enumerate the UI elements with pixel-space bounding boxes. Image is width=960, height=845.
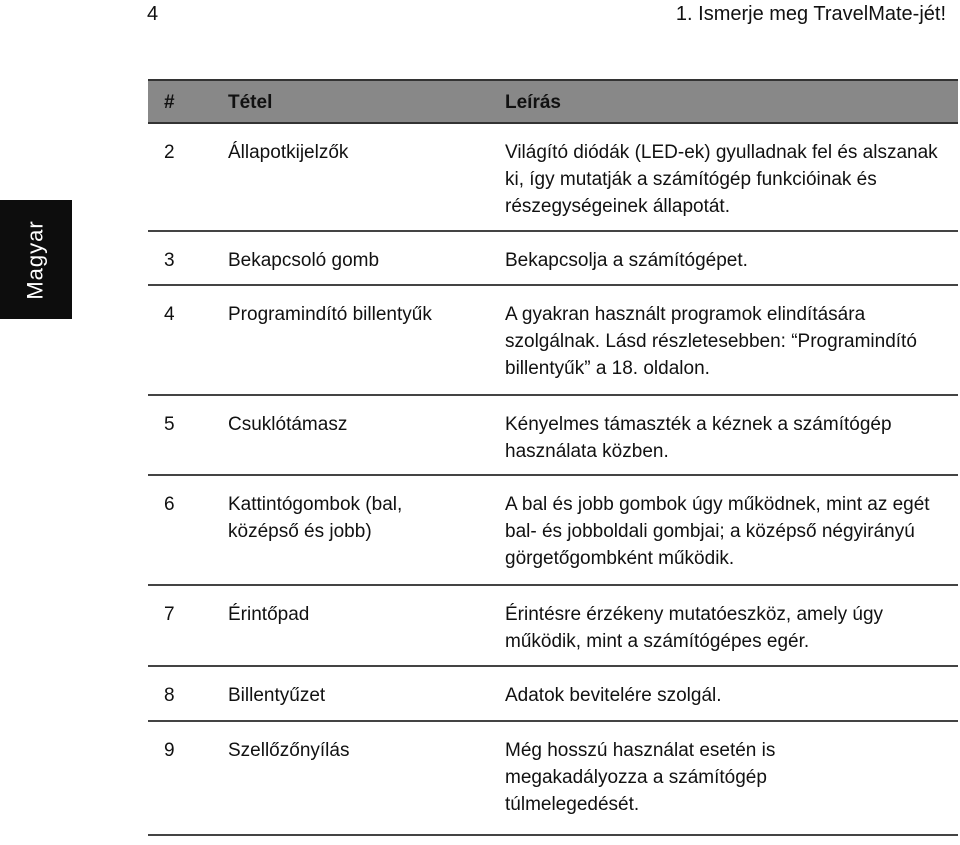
row-item: Csuklótámasz (228, 414, 348, 435)
row-number: 6 (164, 494, 175, 515)
page-number: 4 (147, 3, 159, 25)
row-description: Bekapcsolja a számítógépet. (505, 250, 748, 271)
column-header-description: Leírás (505, 92, 561, 113)
row-description: Kényelmes támaszték a kéznek a számítógép használata közben. (505, 414, 892, 462)
component-table (148, 79, 958, 836)
row-item: Kattintógombok (bal, középső és jobb) (228, 494, 403, 542)
table-row (148, 586, 958, 667)
row-number: 7 (164, 604, 175, 625)
language-tab-label: Magyar (23, 219, 49, 300)
table-row (148, 286, 958, 396)
row-description: Adatok bevitelére szolgál. (505, 685, 722, 706)
row-number: 9 (164, 740, 175, 761)
row-description: Még hosszú használat esetén is megakadályozza a számítógép túlmelegedését. (505, 740, 776, 815)
row-item: Billentyűzet (228, 685, 326, 706)
row-description: Érintésre érzékeny mutatóeszköz, amely úgy működik, mint a számítógépes egér. (505, 604, 884, 652)
table-row (148, 667, 958, 722)
table-row (148, 476, 958, 586)
row-description: A bal és jobb gombok úgy működnek, mint az egét bal- és jobboldali gombjai; a középső négyirányú görgetőgombként működik. (505, 494, 930, 569)
row-item: Bekapcsoló gomb (228, 250, 380, 271)
table-row (148, 232, 958, 286)
row-item: Programindító billentyűk (228, 304, 432, 325)
row-item: Állapotkijelzők (228, 142, 349, 163)
row-number: 3 (164, 250, 175, 271)
language-tab (0, 200, 72, 319)
column-header-number: # (164, 92, 175, 113)
table-row (148, 124, 958, 232)
row-number: 8 (164, 685, 175, 706)
table-row (148, 722, 958, 836)
row-description: Világító diódák (LED-ek) gyulladnak fel és alszanak ki, így mutatják a számítógép funkcióinak és részegységeinek állapotát. (505, 142, 938, 217)
chapter-title: 1. Ismerje meg TravelMate-jét! (675, 3, 946, 25)
column-header-item: Tétel (228, 92, 273, 113)
row-item: Érintőpad (228, 604, 310, 625)
row-description: A gyakran használt programok elindítására szolgálnak. Lásd részletesebben: “Programindító billentyűk” a 18. oldalon. (505, 304, 917, 379)
row-number: 4 (164, 304, 175, 325)
row-item: Szellőzőnyílás (228, 740, 350, 761)
table-row (148, 396, 958, 476)
row-number: 2 (164, 142, 175, 163)
row-number: 5 (164, 414, 175, 435)
table-header (148, 79, 958, 124)
